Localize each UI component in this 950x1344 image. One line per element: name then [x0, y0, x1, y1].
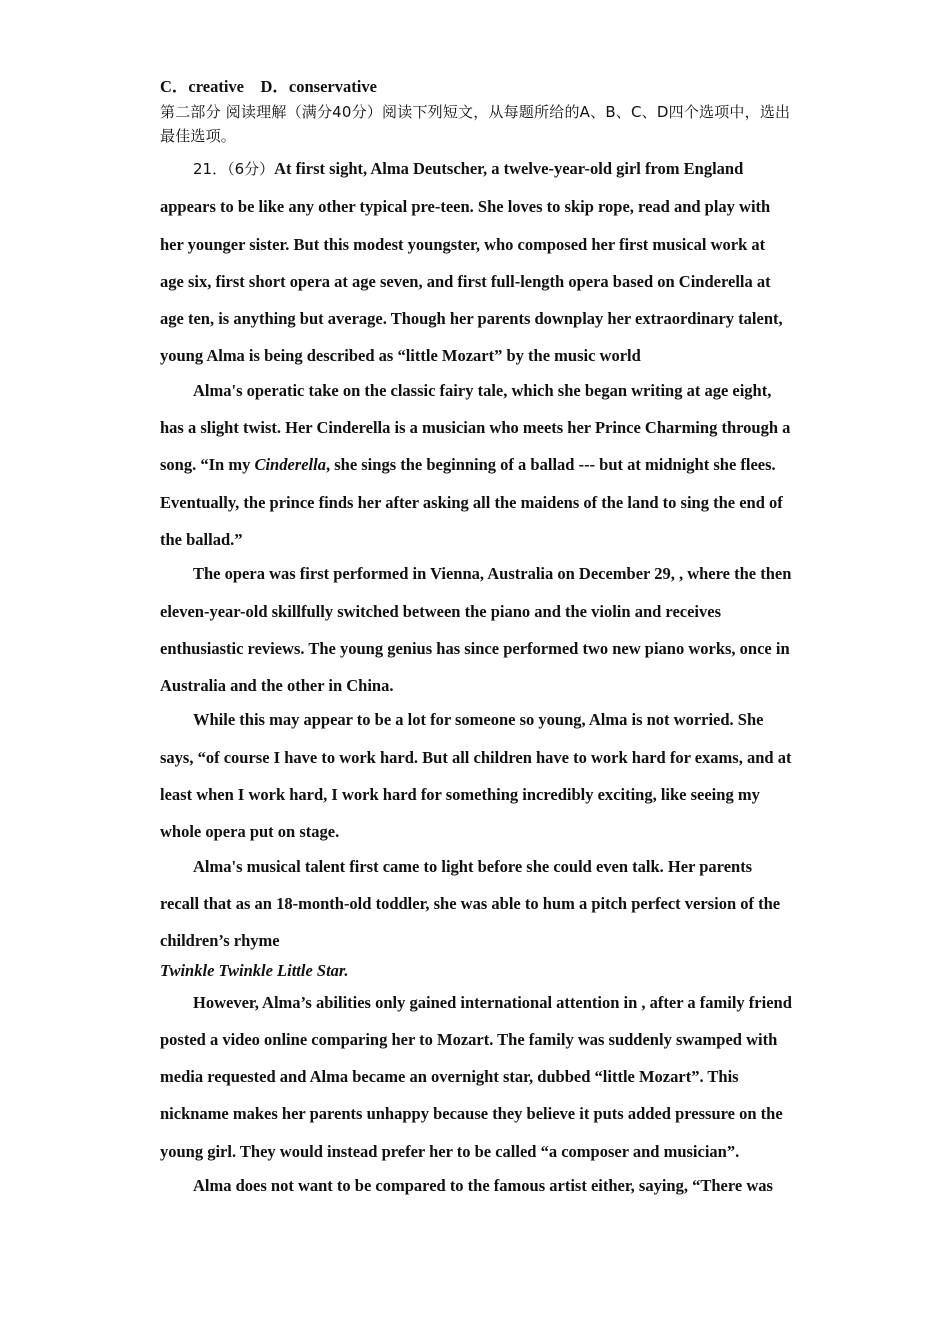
- passage-paragraph-4: While this may appear to be a lot for someone so young, Alma is not worried. She says, “of course I have to work hard. But all children have to work hard for exams, and at least when I work hard, I work hard for something incredibly exciting, like seeing my whole opera put on stage.: [160, 710, 792, 842]
- document-page: [160, 76, 792, 1204]
- paragraph-text: Alma's operatic take on the classic fairy tale, which she began writing at age eight, has a slight twist. Her Cinderella is a musician who meets her Prince Charming through a song. “In my: [160, 380, 791, 475]
- passage-paragraph-1: [160, 150, 792, 375]
- passage-paragraph-6: However, Alma’s abilities only gained international attention in , after a family friend posted a video online comparing her to Mozart. The family was suddenly swamped with media requested and Alma became an overnight star, dubbed “little Mozart”. This nickname makes her parents unhappy because they believe it puts added pressure on the young girl. They would instead prefer her to be called “a composer and musician”.: [160, 992, 792, 1161]
- option-c: C．creative: [160, 77, 244, 96]
- passage-paragraph-5: Alma's musical talent first came to light before she could even talk. Her parents recall that as an 18-month-old toddler, she was able to hum a pitch perfect version of the children’s rhyme: [160, 856, 781, 951]
- italic-title: Cinderella: [254, 455, 326, 475]
- passage-paragraph-3: The opera was first performed in Vienna, Australia on December 29, , where the then eleven-year-old skillfully switched between the piano and the violin and receives enthusiastic reviews. The young genius has since performed two new piano works, once in Australia and the other in China.: [160, 564, 792, 696]
- option-d: D．conservative: [260, 77, 377, 96]
- question-number: 21．（6分）: [193, 160, 275, 178]
- paragraph-text: , she sings the beginning of a ballad --- but at midnight she flees. Eventually, the prince finds her after asking all the maidens of the land to sing the end of the ballad.”: [160, 455, 783, 549]
- passage-paragraph-2: [160, 372, 792, 558]
- answer-options-line: [160, 76, 792, 98]
- paragraph-text: At first sight, Alma Deutscher, a twelve-year-old girl from England appears to be like any other typical pre-teen. She loves to skip rope, read and play with her younger sister. But this modest youngster, who composed her first musical work at age six, first short opera at age seven, and first full-length opera based on Cinderella at age ten, is anything but average. Though her parents downplay her extraordinary talent, young Alma is being described as “little Mozart” by the music world: [160, 159, 783, 366]
- rhyme-title: Twinkle Twinkle Little Star.: [160, 960, 349, 980]
- section-header: 第二部分 阅读理解（满分40分）阅读下列短文，从每题所给的A、B、C、D四个选项中，选出最佳选项。: [160, 103, 791, 145]
- passage-paragraph-7: Alma does not want to be compared to the famous artist either, saying, “There was: [193, 1176, 773, 1196]
